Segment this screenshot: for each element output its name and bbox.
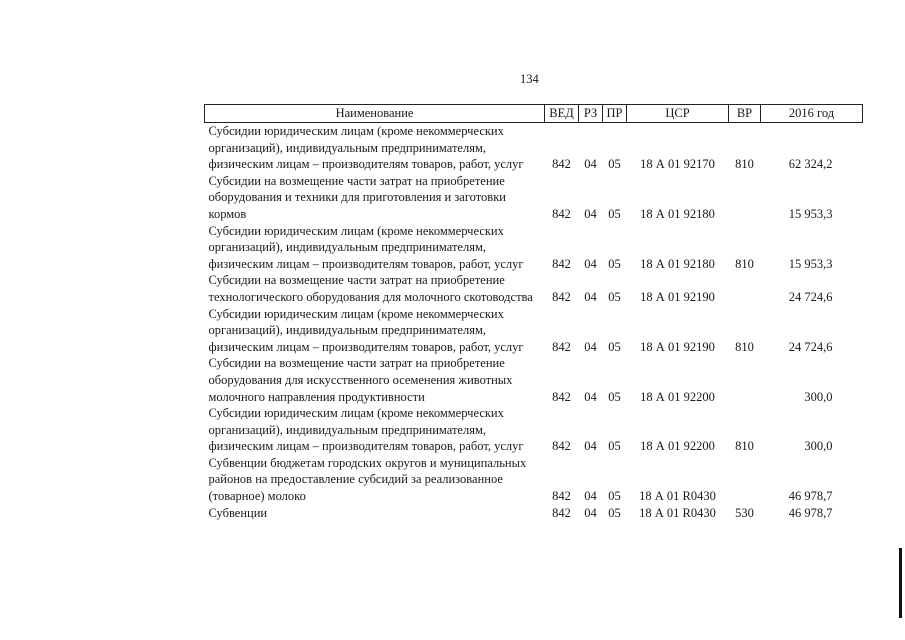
row-amount: 62 324,2 [788,157,833,172]
row-name: Субсидии на возмещение части затрат на приобретение технологического оборудования для молочного скотоводства [208,273,533,304]
row-csr: 18 А 01 92180 [640,206,715,221]
row-pr: 05 [608,489,621,504]
row-name: Субсидии на возмещение части затрат на приобретение оборудования для искусственного осеменения животных молочного направления продуктивности [208,356,513,404]
row-name: Субсидии юридическим лицам (кроме некоммерческих организаций), индивидуальным предпринимателям, физическим лицам – производителям товаров, работ, услуг [208,223,524,271]
header-vr: ВР [729,105,761,123]
row-ved: 842 [552,256,571,271]
row-amount: 300,0 [804,389,833,404]
table-row [205,123,863,173]
row-ved: 842 [552,439,571,454]
row-pr: 05 [608,289,621,304]
row-vr: 530 [735,505,754,520]
page-number: 134 [520,72,539,86]
row-rz: 04 [584,256,597,271]
row-rz: 04 [584,439,597,454]
table-row [205,306,863,356]
row-csr: 18 А 01 92200 [640,389,715,404]
row-rz: 04 [584,206,597,221]
row-pr: 05 [608,439,621,454]
row-csr: 18 А 01 R0430 [639,489,716,504]
row-csr: 18 А 01 92200 [640,439,715,454]
header-pr: ПР [603,105,627,123]
table-row [205,223,863,273]
row-csr: 18 А 01 R0430 [639,505,716,520]
row-rz: 04 [584,157,597,172]
row-amount: 15 953,3 [788,256,833,271]
row-csr: 18 А 01 92170 [640,157,715,172]
budget-table [204,104,863,521]
row-vr [729,173,761,223]
header-csr: ЦСР [627,105,729,123]
row-csr: 18 А 01 92190 [640,339,715,354]
row-amount: 24 724,6 [788,339,833,354]
row-pr: 05 [608,389,621,404]
row-name: Субсидии на возмещение части затрат на приобретение оборудования и техники для приготовления и заготовки кормов [208,173,506,221]
table-body [205,123,863,522]
row-amount: 15 953,3 [788,206,833,221]
row-vr [729,455,761,505]
table-row [205,173,863,223]
row-amount: 300,0 [804,439,833,454]
row-csr: 18 А 01 92180 [640,256,715,271]
row-ved: 842 [552,157,571,172]
scan-edge-mark [899,548,902,618]
row-rz: 04 [584,489,597,504]
table-row [205,505,863,522]
row-ved: 842 [552,206,571,221]
table-row [205,405,863,455]
row-vr [729,272,761,305]
row-name: Субсидии юридическим лицам (кроме некоммерческих организаций), индивидуальным предпринимателям, физическим лицам – производителям товаров, работ, услуг [208,124,524,172]
table-header [205,105,863,123]
row-name: Субсидии юридическим лицам (кроме некоммерческих организаций), индивидуальным предпринимателям, физическим лицам – производителям товаров, работ, услуг [208,306,524,354]
row-pr: 05 [608,157,621,172]
row-rz: 04 [584,289,597,304]
row-vr: 810 [735,439,754,454]
header-rz: РЗ [579,105,603,123]
row-pr: 05 [608,206,621,221]
row-csr: 18 А 01 92190 [640,289,715,304]
row-ved: 842 [552,505,571,520]
row-name: Субвенции бюджетам городских округов и муниципальных районов на предоставление субсидий за реализованное (товарное) молоко [208,455,527,504]
header-amount: 2016 год [761,105,863,123]
row-ved: 842 [552,489,571,504]
header-ved: ВЕД [545,105,579,123]
row-pr: 05 [608,505,621,520]
row-pr: 05 [608,256,621,271]
table-row [205,455,863,505]
row-vr: 810 [735,339,754,354]
header-row [205,105,863,123]
row-amount: 24 724,6 [788,289,833,304]
table-row [205,355,863,405]
row-ved: 842 [552,389,571,404]
row-name: Субвенции [208,505,268,520]
row-amount: 46 978,7 [788,489,833,504]
row-amount: 46 978,7 [788,505,833,520]
row-vr: 810 [735,157,754,172]
header-name: Наименование [205,105,545,123]
row-name: Субсидии юридическим лицам (кроме некоммерческих организаций), индивидуальным предпринимателям, физическим лицам – производителям товаров, работ, услуг [208,406,524,454]
row-rz: 04 [584,339,597,354]
row-rz: 04 [584,505,597,520]
row-pr: 05 [608,339,621,354]
row-ved: 842 [552,339,571,354]
row-vr: 810 [735,256,754,271]
table-row [205,272,863,305]
row-ved: 842 [552,289,571,304]
row-rz: 04 [584,389,597,404]
row-vr [729,355,761,405]
